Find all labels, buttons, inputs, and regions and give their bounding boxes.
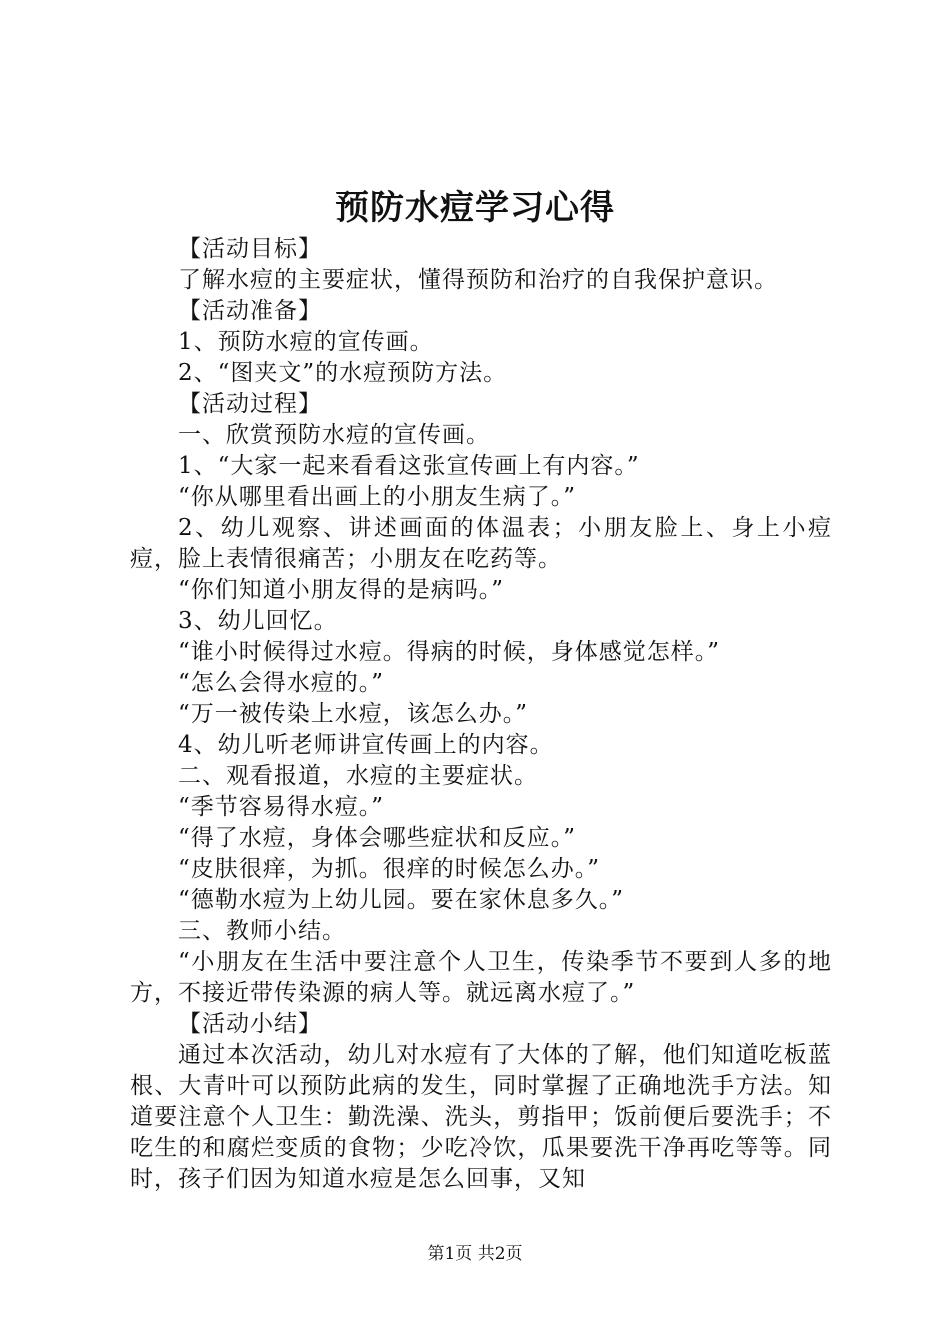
- paragraph: 4、幼儿听老师讲宣传画上的内容。: [178, 732, 554, 758]
- paragraph: 3、幼儿回忆。: [178, 608, 338, 634]
- section-heading-process: 【活动过程】: [178, 391, 322, 417]
- section-heading-preparation: 【活动准备】: [178, 298, 322, 324]
- paragraph: 2、“图夹文”的水痘预防方法。: [178, 360, 508, 386]
- paragraph: “季节容易得水痘。”: [178, 794, 385, 820]
- paragraph: “万一被传染上水痘，该怎么办。”: [178, 701, 529, 727]
- paragraph: 了解水痘的主要症状，懂得预防和治疗的自我保护意识。: [178, 267, 778, 293]
- document-title: 预防水痘学习心得: [335, 188, 615, 228]
- paragraph: “皮肤很痒，为抓。很痒的时候怎么办。”: [178, 856, 601, 882]
- paragraph: 一、欣赏预防水痘的宣传画。: [178, 422, 490, 448]
- paragraph: “谁小时候得过水痘。得病的时候，身体感觉怎样。”: [178, 639, 721, 665]
- paragraph: “德勒水痘为上幼儿园。要在家休息多久。”: [178, 887, 625, 913]
- paragraph: 通过本次活动，幼儿对水痘有了大体的了解，他们知道吃板蓝根、大青叶可以预防此病的发生，同时掌握了正确地洗手方法。知道要注意个人卫生：勤洗澡、洗头，剪指甲；饭前便后要洗手；不吃生的和腐烂变质的食物；少吃冷饮，瓜果要洗干净再吃等等。同时，孩子们因为知道水痘是怎么回事，又知: [130, 1042, 832, 1192]
- section-heading-goals: 【活动目标】: [178, 236, 322, 262]
- paragraph: 1、预防水痘的宣传画。: [178, 329, 434, 355]
- document-body: [130, 234, 832, 1195]
- paragraph: 2、幼儿观察、讲述画面的体温表；小朋友脸上、身上小痘痘，脸上表情很痛苦；小朋友在吃药等。: [130, 515, 832, 572]
- paragraph: “怎么会得水痘的。”: [178, 670, 385, 696]
- paragraph: 二、观看报道，水痘的主要症状。: [178, 763, 538, 789]
- paragraph: “小朋友在生活中要注意个人卫生，传染季节不要到人多的地方，不接近带传染源的病人等。就远离水痘了。”: [130, 949, 832, 1006]
- page-footer: 第1页 共2页: [427, 1244, 523, 1264]
- paragraph: “你们知道小朋友得的是病吗。”: [178, 577, 505, 603]
- paragraph: “你从哪里看出画上的小朋友生病了。”: [178, 484, 577, 510]
- paragraph: 三、教师小结。: [178, 918, 346, 944]
- paragraph: “得了水痘，身体会哪些症状和反应。”: [178, 825, 577, 851]
- section-heading-summary: 【活动小结】: [178, 1011, 322, 1037]
- paragraph: 1、“大家一起来看看这张宣传画上有内容。”: [178, 453, 640, 479]
